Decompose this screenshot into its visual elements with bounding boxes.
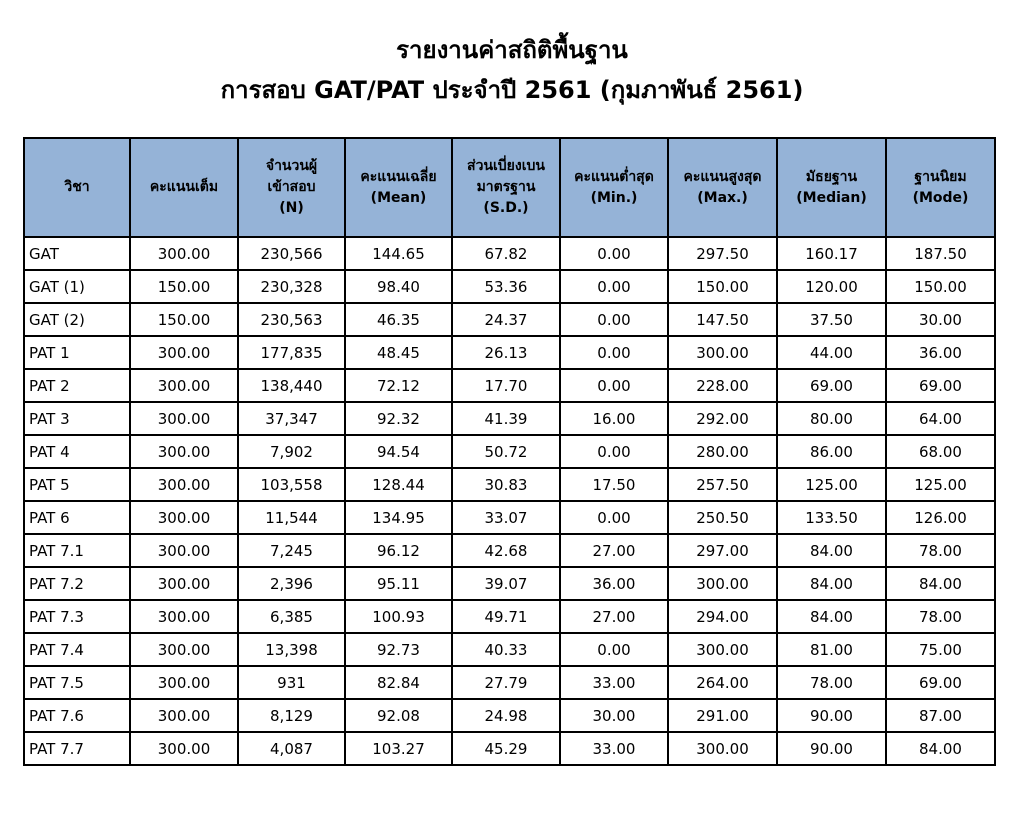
cell-sd: 67.82: [452, 237, 560, 270]
column-header-text: (Max.): [697, 189, 748, 206]
cell-subject: PAT 6: [24, 501, 130, 534]
cell-full-score: 300.00: [130, 402, 238, 435]
cell-subject: GAT: [24, 237, 130, 270]
column-header-text: วิชา: [64, 179, 90, 195]
table-row: [24, 732, 995, 765]
table-row: [24, 402, 995, 435]
cell-examinees: 230,566: [238, 237, 345, 270]
cell-median: 125.00: [777, 468, 886, 501]
cell-max: 228.00: [668, 369, 777, 402]
cell-examinees: 103,558: [238, 468, 345, 501]
column-header-text: (Min.): [590, 189, 638, 206]
cell-max: 300.00: [668, 567, 777, 600]
cell-sd: 27.79: [452, 666, 560, 699]
cell-mode: 126.00: [886, 501, 995, 534]
cell-mode: 125.00: [886, 468, 995, 501]
cell-examinees: 8,129: [238, 699, 345, 732]
cell-mean: 48.45: [345, 336, 452, 369]
cell-examinees: 230,563: [238, 303, 345, 336]
cell-mean: 103.27: [345, 732, 452, 765]
cell-max: 300.00: [668, 633, 777, 666]
cell-max: 292.00: [668, 402, 777, 435]
cell-max: 297.00: [668, 534, 777, 567]
cell-min: 0.00: [560, 435, 668, 468]
cell-mode: 68.00: [886, 435, 995, 468]
column-header-text: คะแนนเต็ม: [149, 179, 219, 195]
cell-examinees: 4,087: [238, 732, 345, 765]
cell-sd: 17.70: [452, 369, 560, 402]
cell-sd: 39.07: [452, 567, 560, 600]
cell-full-score: 300.00: [130, 567, 238, 600]
cell-min: 36.00: [560, 567, 668, 600]
cell-examinees: 177,835: [238, 336, 345, 369]
column-header-text: (Median): [796, 189, 867, 206]
cell-full-score: 300.00: [130, 501, 238, 534]
column-header-examinees: [238, 138, 345, 237]
cell-mode: 69.00: [886, 666, 995, 699]
cell-max: 264.00: [668, 666, 777, 699]
column-header-text: คะแนนต่ำสุด: [574, 168, 654, 185]
cell-sd: 42.68: [452, 534, 560, 567]
cell-mean: 128.44: [345, 468, 452, 501]
column-header-text: มัธยฐาน: [805, 168, 858, 185]
column-header-text: มาตรฐาน: [476, 179, 536, 195]
cell-sd: 49.71: [452, 600, 560, 633]
cell-subject: GAT (2): [24, 303, 130, 336]
cell-max: 280.00: [668, 435, 777, 468]
cell-examinees: 2,396: [238, 567, 345, 600]
cell-min: 30.00: [560, 699, 668, 732]
cell-subject: PAT 3: [24, 402, 130, 435]
cell-full-score: 300.00: [130, 732, 238, 765]
cell-median: 69.00: [777, 369, 886, 402]
statistics-table: [23, 137, 996, 766]
cell-median: 84.00: [777, 567, 886, 600]
cell-mean: 100.93: [345, 600, 452, 633]
cell-mean: 92.32: [345, 402, 452, 435]
table-body: [24, 237, 995, 765]
cell-subject: PAT 7.7: [24, 732, 130, 765]
cell-subject: PAT 7.4: [24, 633, 130, 666]
table-row: [24, 468, 995, 501]
cell-min: 0.00: [560, 270, 668, 303]
column-header-full-score: [130, 138, 238, 237]
cell-min: 27.00: [560, 600, 668, 633]
column-header-text: ฐานนิยม: [914, 168, 967, 185]
cell-full-score: 300.00: [130, 633, 238, 666]
cell-mode: 64.00: [886, 402, 995, 435]
cell-mode: 187.50: [886, 237, 995, 270]
cell-sd: 26.13: [452, 336, 560, 369]
table-row: [24, 534, 995, 567]
column-header-subject: [24, 138, 130, 237]
cell-subject: PAT 7.2: [24, 567, 130, 600]
cell-median: 160.17: [777, 237, 886, 270]
column-header-text: (Mode): [912, 189, 969, 206]
cell-subject: PAT 7.5: [24, 666, 130, 699]
cell-examinees: 7,245: [238, 534, 345, 567]
cell-sd: 33.07: [452, 501, 560, 534]
report-title-line-1: รายงานค่าสถิติพื้นฐาน: [396, 36, 628, 64]
cell-full-score: 300.00: [130, 435, 238, 468]
cell-max: 257.50: [668, 468, 777, 501]
cell-mean: 134.95: [345, 501, 452, 534]
cell-min: 0.00: [560, 303, 668, 336]
cell-median: 80.00: [777, 402, 886, 435]
cell-min: 33.00: [560, 732, 668, 765]
cell-subject: PAT 5: [24, 468, 130, 501]
cell-mode: 87.00: [886, 699, 995, 732]
column-header-text: จำนวนผู้: [265, 158, 318, 174]
cell-max: 250.50: [668, 501, 777, 534]
cell-median: 120.00: [777, 270, 886, 303]
column-header-median: [777, 138, 886, 237]
column-header-min: [560, 138, 668, 237]
cell-sd: 45.29: [452, 732, 560, 765]
cell-full-score: 300.00: [130, 699, 238, 732]
table-row: [24, 633, 995, 666]
cell-min: 33.00: [560, 666, 668, 699]
cell-sd: 50.72: [452, 435, 560, 468]
column-header-text: (S.D.): [483, 200, 529, 216]
table-row: [24, 369, 995, 402]
cell-mean: 72.12: [345, 369, 452, 402]
cell-median: 81.00: [777, 633, 886, 666]
cell-examinees: 11,544: [238, 501, 345, 534]
cell-full-score: 300.00: [130, 666, 238, 699]
table-row: [24, 567, 995, 600]
cell-mean: 98.40: [345, 270, 452, 303]
report-title: [0, 30, 1024, 110]
cell-sd: 24.98: [452, 699, 560, 732]
cell-examinees: 7,902: [238, 435, 345, 468]
cell-mode: 30.00: [886, 303, 995, 336]
table-row: [24, 435, 995, 468]
cell-full-score: 150.00: [130, 270, 238, 303]
cell-mean: 95.11: [345, 567, 452, 600]
cell-sd: 40.33: [452, 633, 560, 666]
cell-mean: 144.65: [345, 237, 452, 270]
column-header-text: ส่วนเบี่ยงเบน: [467, 158, 545, 174]
cell-min: 27.00: [560, 534, 668, 567]
cell-max: 150.00: [668, 270, 777, 303]
cell-mode: 84.00: [886, 732, 995, 765]
cell-mode: 75.00: [886, 633, 995, 666]
cell-mode: 84.00: [886, 567, 995, 600]
column-header-text: เข้าสอบ: [267, 179, 316, 195]
header-row: [24, 138, 995, 237]
cell-mode: 36.00: [886, 336, 995, 369]
cell-examinees: 931: [238, 666, 345, 699]
column-header-text: คะแนนเฉลี่ย: [360, 168, 437, 185]
cell-mean: 92.73: [345, 633, 452, 666]
cell-min: 0.00: [560, 633, 668, 666]
cell-sd: 53.36: [452, 270, 560, 303]
column-header-max: [668, 138, 777, 237]
cell-mean: 46.35: [345, 303, 452, 336]
table-row: [24, 270, 995, 303]
cell-mode: 78.00: [886, 534, 995, 567]
column-header-mode: [886, 138, 995, 237]
cell-max: 300.00: [668, 732, 777, 765]
cell-median: 37.50: [777, 303, 886, 336]
table-row: [24, 501, 995, 534]
cell-median: 84.00: [777, 600, 886, 633]
cell-subject: PAT 2: [24, 369, 130, 402]
cell-examinees: 6,385: [238, 600, 345, 633]
cell-full-score: 150.00: [130, 303, 238, 336]
cell-full-score: 300.00: [130, 534, 238, 567]
cell-mean: 82.84: [345, 666, 452, 699]
cell-subject: PAT 1: [24, 336, 130, 369]
cell-min: 17.50: [560, 468, 668, 501]
column-header-text: (N): [279, 200, 304, 216]
cell-examinees: 13,398: [238, 633, 345, 666]
cell-full-score: 300.00: [130, 600, 238, 633]
cell-examinees: 230,328: [238, 270, 345, 303]
cell-subject: GAT (1): [24, 270, 130, 303]
cell-subject: PAT 7.6: [24, 699, 130, 732]
table-row: [24, 303, 995, 336]
cell-sd: 24.37: [452, 303, 560, 336]
cell-full-score: 300.00: [130, 237, 238, 270]
cell-min: 0.00: [560, 369, 668, 402]
cell-median: 86.00: [777, 435, 886, 468]
cell-median: 44.00: [777, 336, 886, 369]
cell-median: 90.00: [777, 732, 886, 765]
cell-mode: 150.00: [886, 270, 995, 303]
cell-max: 291.00: [668, 699, 777, 732]
cell-median: 84.00: [777, 534, 886, 567]
cell-max: 294.00: [668, 600, 777, 633]
table-row: [24, 336, 995, 369]
table-header: [24, 138, 995, 237]
cell-median: 90.00: [777, 699, 886, 732]
cell-full-score: 300.00: [130, 468, 238, 501]
column-header-sd: [452, 138, 560, 237]
cell-sd: 30.83: [452, 468, 560, 501]
column-header-text: (Mean): [370, 189, 427, 206]
cell-min: 0.00: [560, 237, 668, 270]
report-title-line-2: การสอบ GAT/PAT ประจำปี 2561 (กุมภาพันธ์ 2561): [220, 76, 804, 104]
table-row: [24, 237, 995, 270]
cell-subject: PAT 7.3: [24, 600, 130, 633]
cell-mean: 94.54: [345, 435, 452, 468]
cell-max: 297.50: [668, 237, 777, 270]
cell-mean: 92.08: [345, 699, 452, 732]
cell-min: 0.00: [560, 501, 668, 534]
table-row: [24, 699, 995, 732]
cell-examinees: 138,440: [238, 369, 345, 402]
table-row: [24, 666, 995, 699]
cell-min: 16.00: [560, 402, 668, 435]
cell-median: 133.50: [777, 501, 886, 534]
cell-subject: PAT 7.1: [24, 534, 130, 567]
cell-max: 300.00: [668, 336, 777, 369]
cell-sd: 41.39: [452, 402, 560, 435]
column-header-text: คะแนนสูงสุด: [683, 168, 762, 185]
cell-examinees: 37,347: [238, 402, 345, 435]
cell-max: 147.50: [668, 303, 777, 336]
cell-mode: 78.00: [886, 600, 995, 633]
cell-mean: 96.12: [345, 534, 452, 567]
cell-full-score: 300.00: [130, 336, 238, 369]
column-header-mean: [345, 138, 452, 237]
cell-min: 0.00: [560, 336, 668, 369]
table-row: [24, 600, 995, 633]
cell-subject: PAT 4: [24, 435, 130, 468]
cell-mode: 69.00: [886, 369, 995, 402]
cell-median: 78.00: [777, 666, 886, 699]
cell-full-score: 300.00: [130, 369, 238, 402]
